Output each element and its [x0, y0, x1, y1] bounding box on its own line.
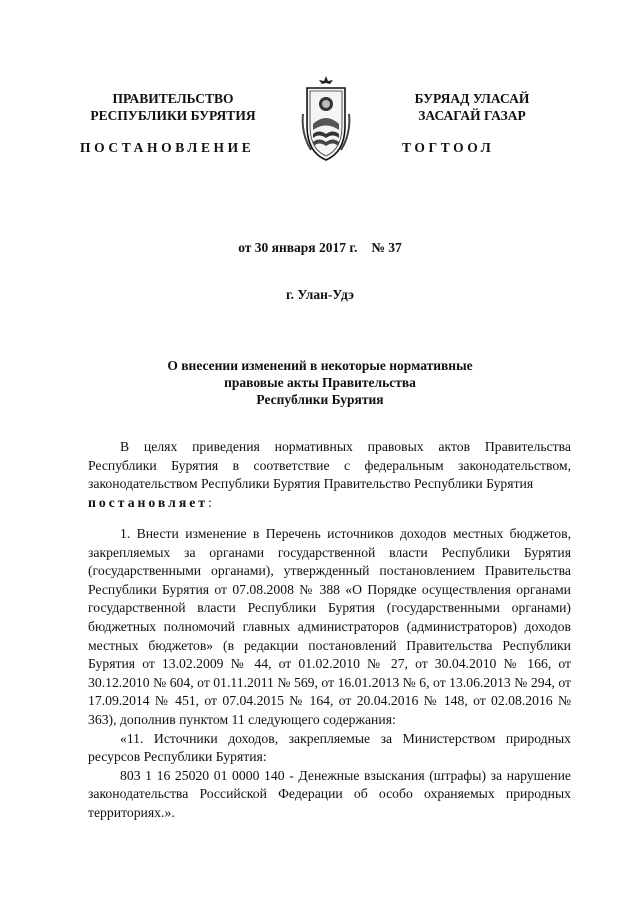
document-date: от 30 января 2017 г.	[238, 240, 358, 255]
preamble-paragraph	[88, 438, 571, 512]
item-11-budget-code-entry: 803 1 16 25020 01 0000 140 - Денежные взыскания (штрафы) за нарушение законодательства Российской Федерации об особо охраняемых природных территориях.».	[88, 767, 571, 820]
document-type-buryat: ТОГТООЛ	[402, 140, 495, 155]
document-city: г. Улан-Удэ	[286, 287, 354, 302]
title-line2: правовые акты Правительства	[224, 375, 416, 390]
preamble-text: В целях приведения нормативных правовых актов Правительства Республики Бурятия в соответствие с федеральным законодательством, законодательством Республики Бурятия Правительство Республики Бурятия	[88, 439, 571, 492]
item-11-intro: «11. Источники доходов, закрепляемые за Министерством природных ресурсов Республики Бурятия:	[88, 730, 571, 765]
document-date-line	[0, 240, 640, 256]
document-number: № 37	[371, 240, 402, 255]
document-type-russian: ПОСТАНОВЛЕНИЕ	[80, 140, 255, 155]
title-line1: О внесении изменений в некоторые нормативные	[167, 358, 473, 373]
preamble-resolution-line	[88, 494, 571, 513]
header-right-line1: БУРЯАД УЛАСАЙ	[414, 91, 530, 106]
item-1-paragraph: 1. Внести изменение в Перечень источников доходов местных бюджетов, закрепляемых за органами государственной власти Республики Бурятия (государственными органами), утвержденный постановлением Правительства Республики Бурятия от 07.08.2008 № 388 «О Порядке осуществления органами государственной власти Республики Бурятия (государственными органами) бюджетных полномочий главных администраторов (администраторов) доходов местных бюджетов» (в редакции постановлений Правительства Республики Бурятия от 13.02.2009 № 44, от 01.02.2010 № 27, от 30.04.2010 № 166, от 30.12.2010 № 604, от 01.11.2011 № 569, от 16.01.2013 № 6, от 13.06.2013 № 294, от 17.09.2014 № 451, от 07.04.2015 № 164, от 20.04.2016 № 148, от 02.08.2016 № 363), дополнив пунктом 11 следующего содержания:	[88, 526, 571, 727]
government-name-buryat	[352, 90, 592, 124]
header-left-line1: ПРАВИТЕЛЬСТВО	[112, 91, 234, 106]
header-left-line2: РЕСПУБЛИКИ БУРЯТИЯ	[90, 108, 256, 123]
document-title	[0, 357, 640, 408]
header-right-line2: ЗАСАГАЙ ГАЗАР	[418, 108, 526, 123]
title-line3: Республики Бурятия	[256, 392, 384, 407]
coat-of-arms-emblem	[299, 74, 353, 162]
item-1-section	[88, 525, 571, 823]
government-name-russian	[58, 90, 288, 124]
resolves-colon: :	[208, 494, 212, 510]
resolves-word: постановляет	[88, 494, 209, 510]
